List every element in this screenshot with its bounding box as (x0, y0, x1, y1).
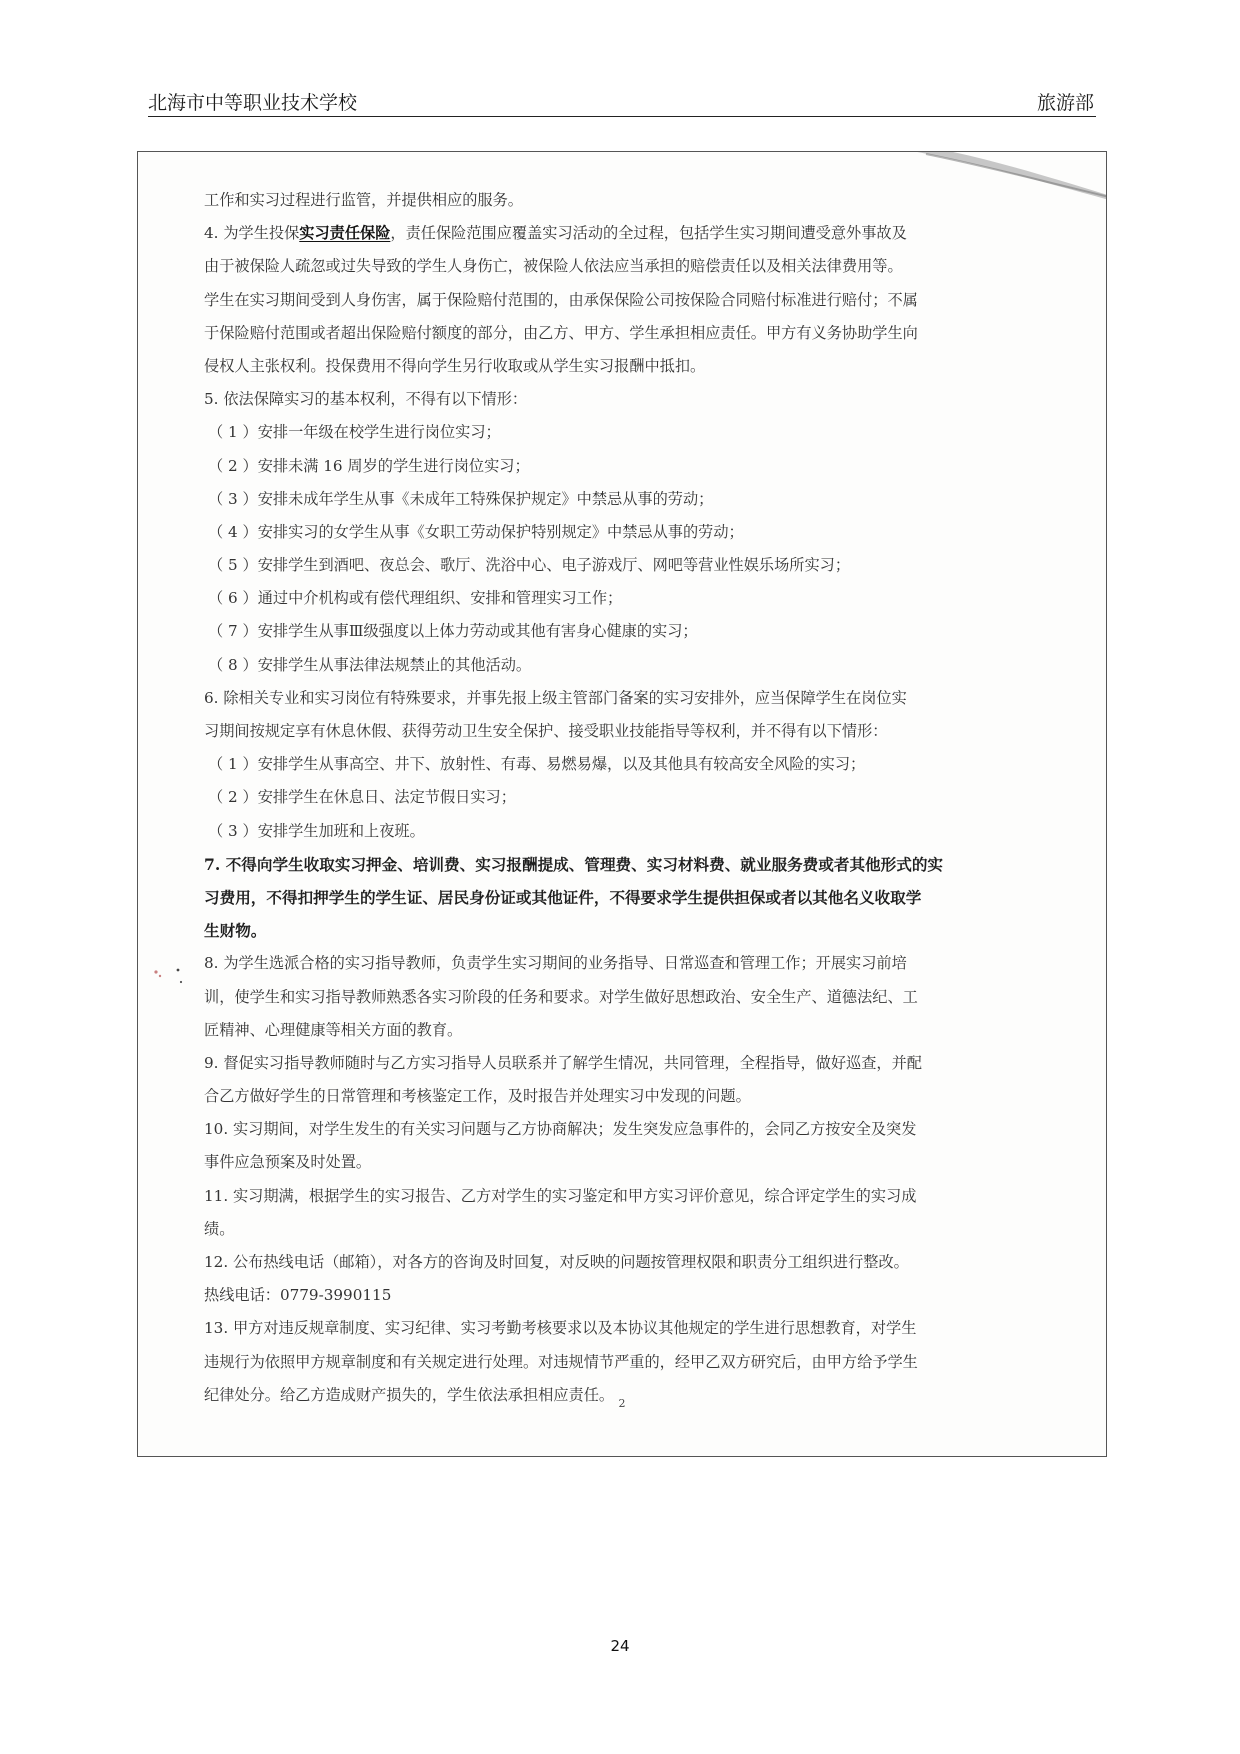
doc-line: （ 4 ）安排实习的女学生从事《女职工劳动保护特别规定》中禁忌从事的劳动； (208, 522, 744, 541)
doc-line: 5. 依法保障实习的基本权利，不得有以下情形： (204, 390, 528, 409)
scanned-page (137, 151, 1107, 1457)
doc-line: 纪律处分。给乙方造成财产损失的，学生依法承担相应责任。 (204, 1385, 615, 1404)
scan-stain-mark (148, 960, 188, 1000)
doc-line-bold: 7. 不得向学生收取实习押金、培训费、实习报酬提成、管理费、实习材料费、就业服务费或者其他形式的实 (204, 854, 944, 874)
doc-line: （ 2 ）安排学生在休息日、法定节假日实习； (208, 788, 516, 807)
page-header (148, 86, 1096, 117)
school-name: 北海市中等职业技术学校 (148, 92, 358, 114)
doc-line: （ 7 ）安排学生从事Ⅲ级强度以上体力劳动或其他有害身心健康的实习； (208, 622, 698, 641)
clause-4-prefix: 4. 为学生投保 (204, 224, 300, 243)
doc-line: 违规行为依照甲方规章制度和有关规定进行处理。对违规情节严重的，经甲乙双方研究后，由甲方给予学生 (204, 1352, 918, 1371)
department-name: 旅游部 (1036, 92, 1094, 114)
doc-line: 工作和实习过程进行监管，并提供相应的服务。 (204, 191, 523, 209)
doc-line-bold: 生财物。 (204, 921, 267, 941)
inner-page-number: 2 (618, 1397, 626, 1410)
doc-line: 由于被保险人疏忽或过失导致的学生人身伤亡，被保险人依法应当承担的赔偿责任以及相关法律费用等。 (204, 257, 903, 276)
insurance-emphasis: 实习责任保险 (299, 224, 391, 243)
doc-line: （ 5 ）安排学生到酒吧、夜总会、歌厅、洗浴中心、电子游戏厅、网吧等营业性娱乐场所实习； (208, 556, 851, 575)
doc-line (204, 217, 1054, 250)
doc-line: 13. 甲方对违反规章制度、实习纪律、实习考勤考核要求以及本协议其他规定的学生进行思想教育，对学生 (204, 1319, 917, 1338)
doc-line: 12. 公布热线电话（邮箱），对各方的咨询及时回复，对反映的问题按管理权限和职责分工组织进行整改。 (204, 1253, 909, 1271)
doc-line: 9. 督促实习指导教师随时与乙方实习指导人员联系并了解学生情况，共同管理，全程指导，做好巡查，并配 (204, 1053, 922, 1072)
doc-line: 绩。 (204, 1219, 235, 1238)
doc-line: 于保险赔付范围或者超出保险赔付额度的部分，由乙方、甲方、学生承担相应责任。甲方有义务协助学生向 (204, 323, 918, 342)
doc-line: （ 6 ）通过中介机构或有偿代理组织、安排和管理实习工作； (208, 589, 623, 608)
doc-line: 侵权人主张权利。投保费用不得向学生另行收取或从学生实习报酬中抵扣。 (204, 356, 706, 375)
doc-line: 训，使学生和实习指导教师熟悉各实习阶段的任务和要求。对学生做好思想政治、安全生产、道德法纪、工 (204, 987, 918, 1006)
document-body (204, 184, 1054, 1412)
doc-line: 事件应急预案及时处置。 (204, 1153, 372, 1172)
doc-line: 8. 为学生选派合格的实习指导教师，负责学生实习期间的业务指导、日常巡查和管理工作；开展实习前培 (204, 954, 907, 973)
doc-line: 10. 实习期间，对学生发生的有关实习问题与乙方协商解决；发生突发应急事件的，会同乙方按安全及突发 (204, 1120, 917, 1139)
doc-line: （ 1 ）安排一年级在校学生进行岗位实习； (208, 423, 501, 442)
doc-line: 习期间按规定享有休息休假、获得劳动卫生安全保护、接受职业技能指导等权利，并不得有以下情形： (204, 722, 888, 740)
doc-line: （ 8 ）安排学生从事法律法规禁止的其他活动。 (208, 655, 532, 674)
doc-line: 11. 实习期满，根据学生的实习报告、乙方对学生的实习鉴定和甲方实习评价意见，综合评定学生的实习成 (204, 1186, 917, 1205)
doc-line: 6. 除相关专业和实习岗位有特殊要求，并事先报上级主管部门备案的实习安排外，应当保障学生在岗位实 (204, 688, 907, 707)
doc-line: 学生在实习期间受到人身伤害，属于保险赔付范围的，由承保保险公司按保险合同赔付标准进行赔付；不属 (204, 290, 918, 309)
hotline-line: 热线电话：0779-3990115 (204, 1286, 392, 1305)
doc-line: 合乙方做好学生的日常管理和考核鉴定工作，及时报告并处理实习中发现的问题。 (204, 1087, 751, 1106)
doc-line: （ 2 ）安排未满 16 周岁的学生进行岗位实习； (208, 456, 530, 475)
doc-line-bold: 习费用，不得扣押学生的学生证、居民身份证或其他证件，不得要求学生提供担保或者以其他名义收取学 (204, 887, 922, 907)
clause-4-rest: ，责任保险范围应覆盖实习活动的全过程，包括学生实习期间遭受意外事故及 (390, 224, 907, 243)
doc-line: （ 3 ）安排学生加班和上夜班。 (208, 821, 425, 840)
doc-line: （ 1 ）安排学生从事高空、井下、放射性、有毒、易燃易爆，以及其他具有较高安全风险的实习； (208, 755, 866, 774)
doc-line: 匠精神、心理健康等相关方面的教育。 (204, 1020, 463, 1039)
doc-line: （ 3 ）安排未成年学生从事《未成年工特殊保护规定》中禁忌从事的劳动； (208, 489, 714, 508)
page-number: 24 (610, 1637, 630, 1655)
